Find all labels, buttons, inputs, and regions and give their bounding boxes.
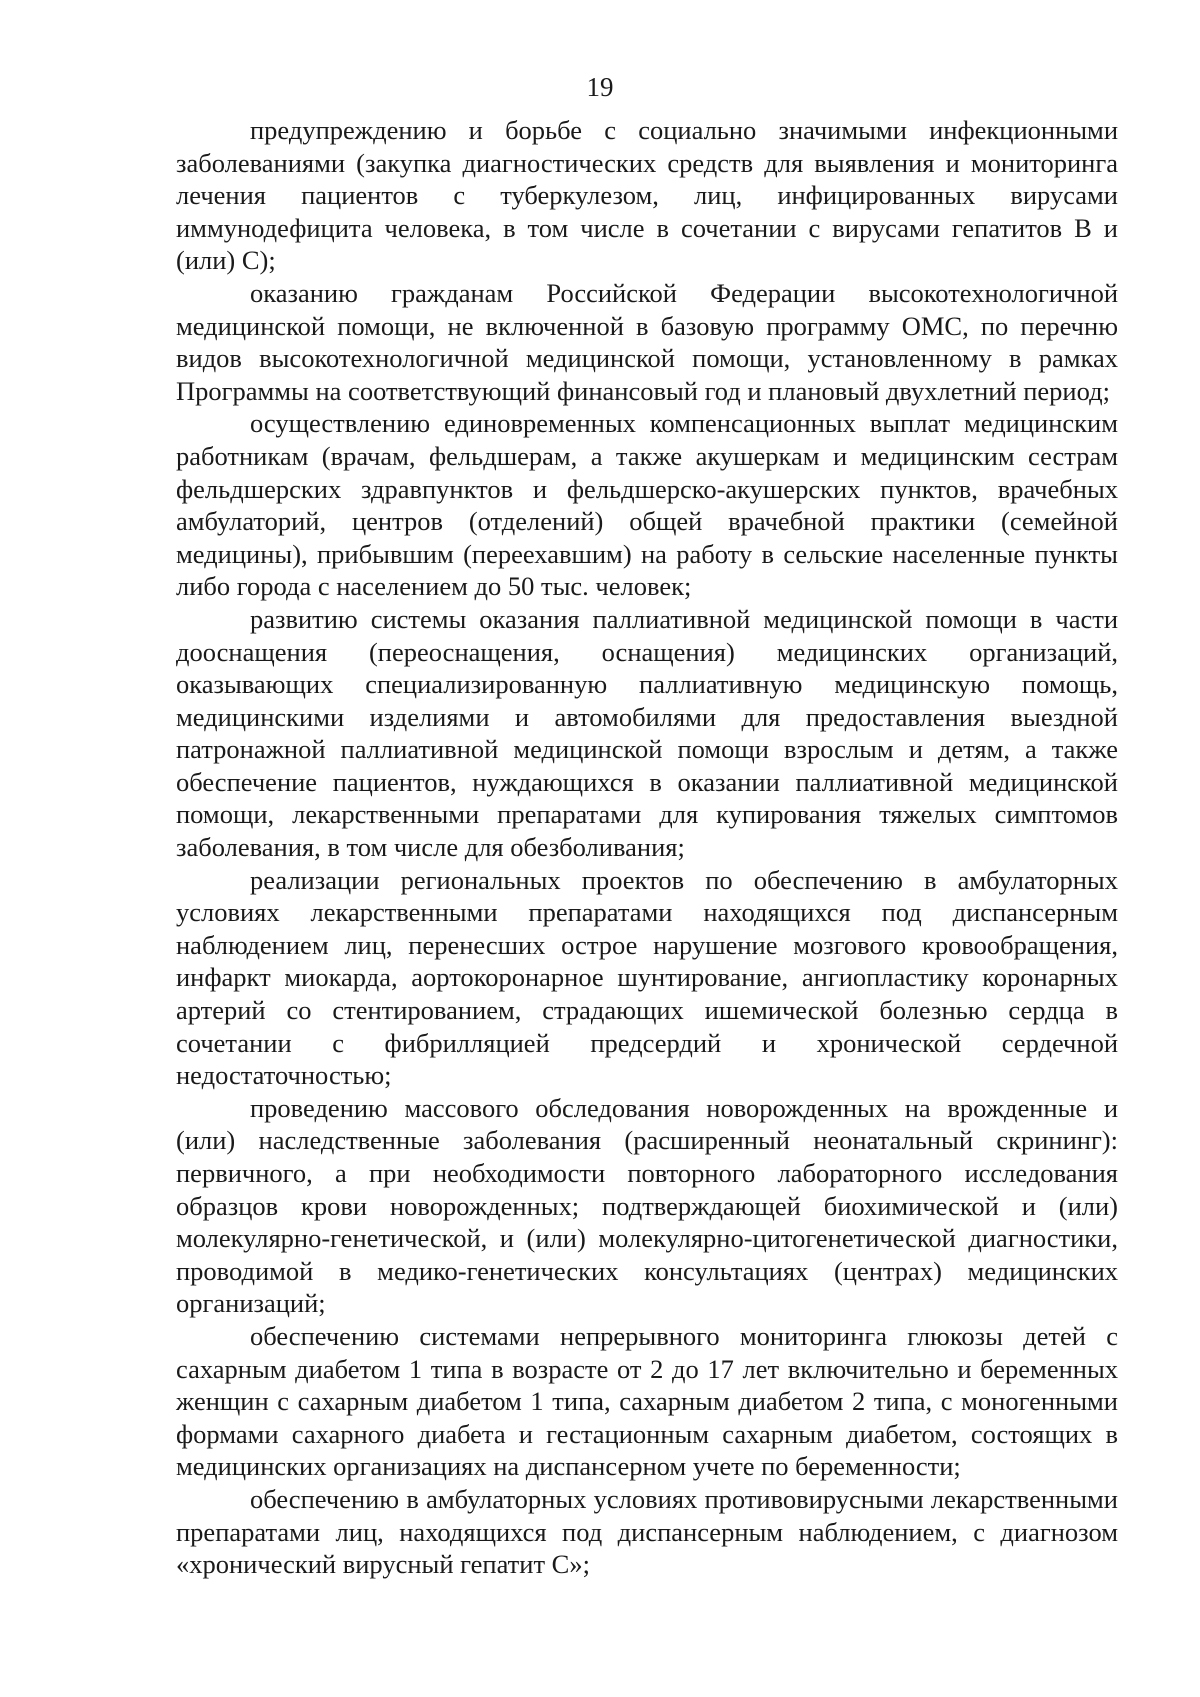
paragraph-regional-projects: реализации региональных проектов по обеспечению в амбулаторных условиях лекарственными препаратами находящихся под диспансерным наблюдением лиц, перенесших острое нарушение мозгового кровообращения, инфаркт миокарда, аортокоронарное шунтирование, ангиопластику коронарных артерий со стентированием, страдающих ишемической болезнью сердца в сочетании с фибрилляцией предсердий и хронической сердечной недостаточностью; [176,864,1118,1091]
paragraph-compensation-payments: осуществлению единовременных компенсационных выплат медицинским работникам (врачам, фельдшерам, а также акушеркам и медицинским сестрам фельдшерских здравпунктов и фельдшерско-акушерских пунктов, врачебных амбулаторий, центров (отделений) общей врачебной практики (семейной медицины), прибывшим (переехавшим) на работу в сельские населенные пункты либо города с населением до 50 тыс. человек; [176,408,1118,602]
paragraph-infectious-diseases: предупреждению и борьбе с социально значимыми инфекционными заболеваниями (закупка диагностических средств для выявления и мониторинга лечения пациентов с туберкулезом, лиц, инфицированных вирусами иммунодефицита человека, в том числе в сочетании с вирусами гепатитов B и (или) C); [176,115,1118,276]
paragraph-hepatitis-c: обеспечению в амбулаторных условиях противовирусными лекарственными препаратами лиц, находящихся под диспансерным наблюдением, с диагнозом «хронический вирусный гепатит C»; [176,1483,1118,1580]
paragraph-glucose-monitoring: обеспечению системами непрерывного мониторинга глюкозы детей с сахарным диабетом 1 типа в возрасте от 2 до 17 лет включительно и беременных женщин с сахарным диабетом 1 типа, сахарным диабетом 2 типа, с моногенными формами сахарного диабета и гестационным сахарным диабетом, состоящих в медицинских организациях на диспансерном учете по беременности; [176,1320,1118,1482]
page-number: 19 [586,72,614,102]
paragraph-neonatal-screening: проведению массового обследования новорожденных на врожденные и (или) наследственные заболевания (расширенный неонатальный скрининг): первичного, а при необходимости повторного лабораторного исследования образцов крови новорожденных; подтверждающей биохимической и (или) молекулярно-генетической, и (или) молекулярно-цитогенетической диагностики, проводимой в медико-генетических консультациях (центрах) медицинских организаций; [176,1092,1118,1319]
paragraph-palliative-care: развитию системы оказания паллиативной медицинской помощи в части дооснащения (переоснащения, оснащения) медицинских организаций, оказывающих специализированную паллиативную медицинскую помощь, медицинскими изделиями и автомобилями для предоставления выездной патронажной паллиативной медицинской помощи взрослым и детям, а также обеспечение пациентов, нуждающихся в оказании паллиативной медицинской помощи, лекарственными препаратами для купирования тяжелых симптомов заболевания, в том числе для обезболивания; [176,603,1118,863]
page-body [176,114,1118,1581]
paragraph-high-tech-care: оказанию гражданам Российской Федерации высокотехнологичной медицинской помощи, не включенной в базовую программу ОМС, по перечню видов высокотехнологичной медицинской помощи, установленному в рамках Программы на соответствующий финансовый год и плановый двухлетний период; [176,277,1118,406]
